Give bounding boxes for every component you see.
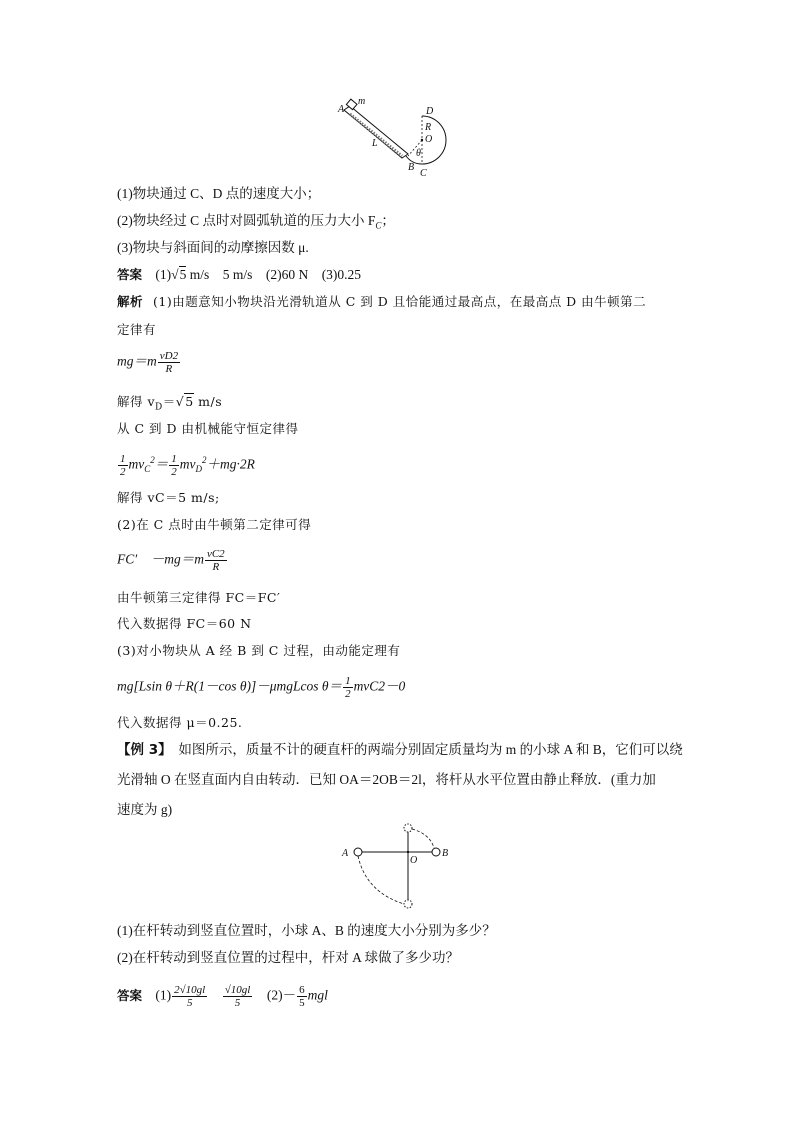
rod-label-A: A	[342, 848, 349, 859]
l3c: m/s	[193, 394, 223, 409]
answer-2-p1: (1)	[155, 987, 172, 1003]
answer-1-p1: (1)	[155, 267, 172, 282]
label-A: A	[338, 104, 345, 115]
eq2-half-2	[169, 453, 179, 478]
eq3-fraction	[205, 548, 227, 573]
f1-den: 5	[186, 997, 193, 1009]
eq2-c: mv	[179, 456, 196, 472]
eq2-half2-den: 2	[171, 465, 177, 478]
question-2-sub: C	[375, 220, 382, 231]
l3a: 解得 v	[117, 394, 156, 409]
equation-1	[117, 350, 181, 375]
analysis-line-7: 由牛顿第三定律得 FC＝FC′	[117, 590, 281, 605]
answer-1: 答案 (1)√5 m/s 5 m/s (2)60 N (3)0.25	[117, 267, 362, 282]
eq1-den: R	[165, 363, 173, 375]
analysis-line-1	[117, 292, 646, 312]
answer-2-frac2	[223, 984, 253, 1009]
eq4-b: mvC2－0	[353, 678, 406, 694]
f3-num: 6	[299, 984, 305, 996]
label-R: R	[425, 122, 432, 133]
analysis-line-4: 从 C 到 D 由机械能守恒定律得	[117, 421, 299, 436]
analysis-line-10: 代入数据得 μ＝0.25.	[117, 715, 243, 730]
rotating-rod-figure	[336, 820, 466, 916]
question-1: (1)物块通过 C、D 点的速度大小；	[117, 186, 321, 201]
equation-4	[117, 675, 405, 700]
eq4-half	[343, 675, 353, 700]
eq1-num: vD2	[159, 350, 179, 362]
label-O: O	[425, 134, 433, 145]
question-2-1: (1)在杆转动到竖直位置时，小球 A、B 的速度大小分别为多少？	[117, 923, 496, 938]
rod-label-B: B	[442, 848, 449, 859]
example-3-line-3: 速度为 g)	[117, 802, 173, 817]
equation-2: $\frac{1}{2}$ $mv_C^2=$ $\frac{1}{2}$ $mv_D^2+mg\cdot 2R$	[120, 452, 255, 478]
example-3-text-1: 如图所示，质量不计的硬直杆的两端分别固定质量均为 m 的小球 A 和 B，它们可以绕	[178, 742, 683, 757]
answer-2-p2: (2)－	[266, 987, 297, 1003]
question-2-end: ；	[381, 213, 395, 228]
rod-label-O: O	[410, 855, 418, 866]
analysis-line-8: 代入数据得 FC＝60 N	[117, 616, 252, 631]
label-theta: θ	[416, 148, 421, 159]
f3-den: 5	[299, 997, 305, 1009]
answer-2-tail: mgl	[307, 987, 328, 1003]
answer-2-frac3	[297, 984, 307, 1009]
answer-2-label: 答案	[117, 987, 143, 1003]
answer-2-frac1	[172, 984, 207, 1009]
label-L: L	[372, 138, 378, 149]
eq2-half-1	[118, 453, 128, 478]
equation-3	[117, 548, 228, 573]
answer-2	[117, 984, 328, 1009]
eq2-d: ＋mg·2R	[206, 456, 255, 472]
l3sub: D	[155, 402, 163, 413]
analysis-line-2: 定律有	[117, 322, 157, 337]
question-2-2: (2)在杆转动到竖直位置的过程中，杆对 A 球做了多少功？	[117, 950, 459, 965]
incline-track-figure	[330, 92, 470, 178]
example-3-label: 【例 3】	[117, 742, 165, 758]
question-2	[117, 211, 395, 236]
eq2-half1-num: 1	[120, 452, 126, 465]
example-3-line-2: 光滑轴 O 在竖直面内自由转动．已知 OA＝2OB＝2l，将杆从水平位置由静止释放．(重力加	[117, 772, 656, 787]
eq2-half1-den: 2	[120, 465, 126, 478]
f2-den: 5	[234, 997, 241, 1009]
eq1-left: mg＝m	[117, 353, 157, 369]
answer-1-rest: m/s 5 m/s (2)60 N (3)0.25	[186, 267, 362, 282]
analysis-text-1: (1)由题意知小物块沿光滑轨道从 C 到 D 且恰能通过最高点，在最高点 D 由牛顿第二	[153, 294, 647, 309]
eq2-b: ＝	[154, 456, 169, 472]
question-2-text: (2)物块经过 C 点时对圆弧轨道的压力大小 F	[117, 213, 376, 228]
eq4-a: mg[Lsin θ＋R(1－cos θ)]－μmgLcos θ＝	[117, 678, 343, 694]
eq1-fraction	[158, 350, 180, 375]
f1-num: 2√10gl	[174, 984, 206, 996]
analysis-line-3: 解得 $v_D=√5$ m/s	[117, 394, 223, 413]
label-m: m	[358, 96, 366, 107]
question-3: (3)物块与斜面间的动摩擦因数 μ.	[117, 240, 309, 255]
analysis-line-6: (2)在 C 点时由牛顿第二定律可得	[117, 517, 312, 532]
eq2-a: mv	[128, 456, 145, 472]
f2-num: √10gl	[224, 984, 251, 996]
eq3-left: FC′ －mg＝m	[117, 551, 204, 567]
answer-label: 答案	[117, 267, 143, 282]
eq3-den: R	[212, 561, 220, 573]
l3root: 5	[185, 394, 194, 409]
label-D: D	[426, 106, 434, 117]
analysis-line-9: (3)对小物块从 A 经 B 到 C 过程，由动能定理有	[117, 643, 401, 658]
l3b: ＝	[162, 394, 176, 409]
example-3-line-1	[117, 740, 683, 760]
eq3-num: vC2	[206, 548, 225, 560]
answer-1-root: 5	[179, 267, 187, 282]
eq4-half-num: 1	[345, 675, 351, 687]
label-B: B	[408, 162, 415, 173]
eq2-half2-num: 1	[171, 452, 177, 465]
eq4-half-den: 2	[345, 688, 351, 700]
label-C: C	[420, 168, 427, 178]
analysis-label: 解析	[117, 294, 144, 309]
analysis-line-5: 解得 vC＝5 m/s;	[117, 490, 220, 505]
